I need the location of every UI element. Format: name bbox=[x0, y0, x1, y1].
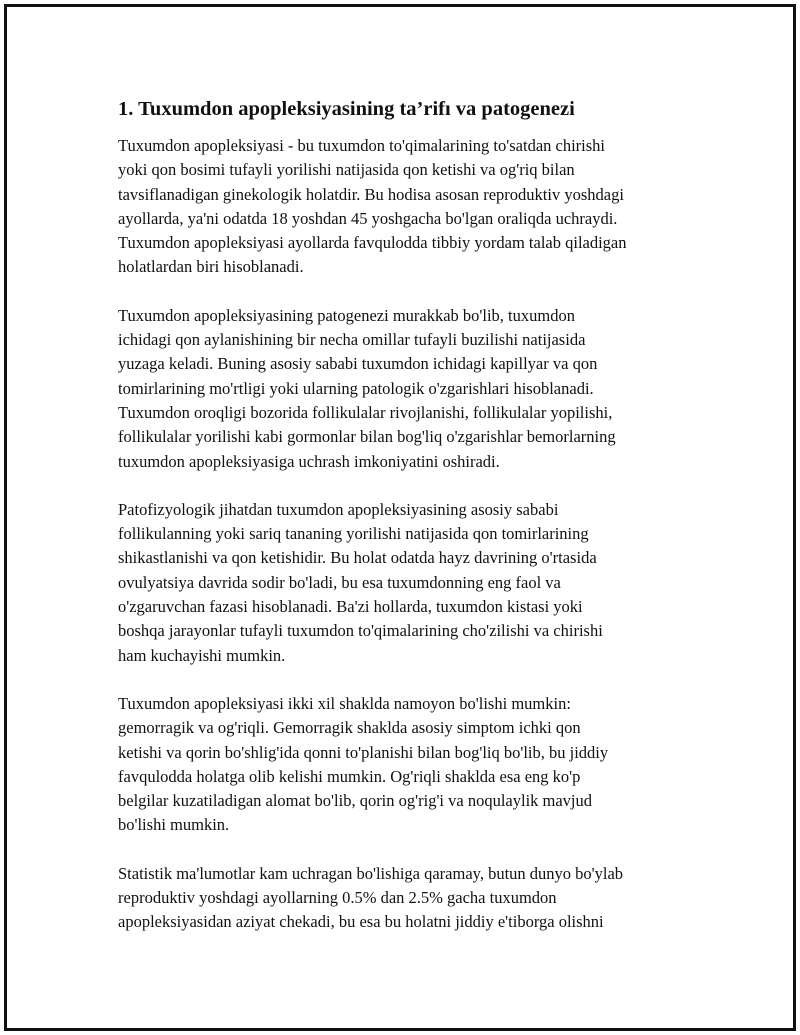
text-line: bo'lishi mumkin. bbox=[118, 815, 230, 835]
text-line: tomirlarining mo'rtligi yoki ularning patologik o'zgarishlari hisoblanadi. bbox=[118, 378, 594, 398]
text-line: reproduktiv yoshdagi ayollarning 0.5% dan 2.5% gacha tuxumdon bbox=[118, 888, 557, 908]
text-line: belgilar kuzatiladigan alomat bo'lib, qorin og'rig'i va noqulaylik mavjud bbox=[118, 791, 593, 811]
text-line: Tuxumdon oroqligi bozorida follikulalar rivojlanishi, follikulalar yopilishi, bbox=[118, 402, 613, 422]
text-line: apopleksiyasidan aziyat chekadi, bu esa bu holatni jiddiy e'tiborga olishni bbox=[118, 912, 604, 932]
text-line: tavsiflanadigan ginekologik holatdir. Bu hodisa asosan reproduktiv yoshdagi bbox=[118, 184, 624, 204]
text-line: ham kuchayishi mumkin. bbox=[118, 645, 286, 665]
text-line: Tuxumdon apopleksiyasi ikki xil shaklda namoyon bo'lishi mumkin: bbox=[118, 693, 571, 713]
text-line: shikastlanishi va qon ketishidir. Bu holat odatda hayz davrining o'rtasida bbox=[118, 548, 597, 568]
text-line: ayollarda, ya'ni odatda 18 yoshdan 45 yoshgacha bo'lgan oraliqda uchraydi. bbox=[118, 208, 618, 228]
text-line: yuzaga keladi. Buning asosiy sababi tuxumdon ichidagi kapillyar va qon bbox=[118, 354, 598, 374]
document-body bbox=[118, 96, 698, 959]
text-line: Patofizyologik jihatdan tuxumdon apopleksiyasining asosiy sababi bbox=[118, 499, 559, 519]
text-line: favqulodda holatga olib kelishi mumkin. Og'riqli shaklda esa eng ko'p bbox=[118, 766, 581, 786]
text-line: Tuxumdon apopleksiyasi - bu tuxumdon to'qimalarining to'satdan chirishi bbox=[118, 136, 606, 155]
paragraph-forms bbox=[118, 692, 698, 838]
text-line: yoki qon bosimi tufayli yorilishi natijasida qon ketishi va og'riq bilan bbox=[118, 160, 575, 180]
paragraph-pathophysiology bbox=[118, 498, 698, 668]
text-line: ovulyatsiya davrida sodir bo'ladi, bu esa tuxumdonning eng faol va bbox=[118, 572, 561, 592]
text-line: ichidagi qon aylanishining bir necha omillar tufayli buzilishi natijasida bbox=[118, 330, 586, 350]
text-line: gemorragik va og'riqli. Gemorragik shaklda asosiy simptom ichki qon bbox=[118, 718, 581, 738]
text-line: boshqa jarayonlar tufayli tuxumdon to'qimalarining cho'zilishi va chirishi bbox=[118, 621, 603, 641]
text-line: holatlardan biri hisoblanadi. bbox=[118, 257, 304, 277]
text-line: follikulalar yorilishi kabi gormonlar bilan bog'liq o'zgarishlar bemorlarning bbox=[118, 427, 616, 447]
text-line: Tuxumdon apopleksiyasining patogenezi murakkab bo'lib, tuxumdon bbox=[118, 305, 575, 325]
paragraph-statistics bbox=[118, 862, 698, 935]
paragraph-definition bbox=[118, 134, 698, 280]
text-line: tuxumdon apopleksiyasiga uchrash imkoniyatini oshiradi. bbox=[118, 451, 500, 471]
section-heading: 1. Tuxumdon apopleksiyasining ta’rifı va patogenezi bbox=[118, 98, 575, 120]
text-line: Tuxumdon apopleksiyasi ayollarda favqulodda tibbiy yordam talab qiladigan bbox=[118, 233, 627, 253]
text-line: ketishi va qorin bo'shlig'ida qonni to'planishi bilan bog'liq bo'lib, bu jiddiy bbox=[118, 742, 609, 762]
paragraph-pathogenesis bbox=[118, 304, 698, 474]
text-line: follikulanning yoki sariq tananing yorilishi natijasida qon tomirlarining bbox=[118, 524, 589, 544]
text-line: o'zgaruvchan fazasi hisoblanadi. Ba'zi hollarda, tuxumdon kistasi yoki bbox=[118, 597, 583, 617]
text-line: Statistik ma'lumotlar kam uchragan bo'lishiga qaramay, butun dunyo bo'ylab bbox=[118, 863, 624, 883]
